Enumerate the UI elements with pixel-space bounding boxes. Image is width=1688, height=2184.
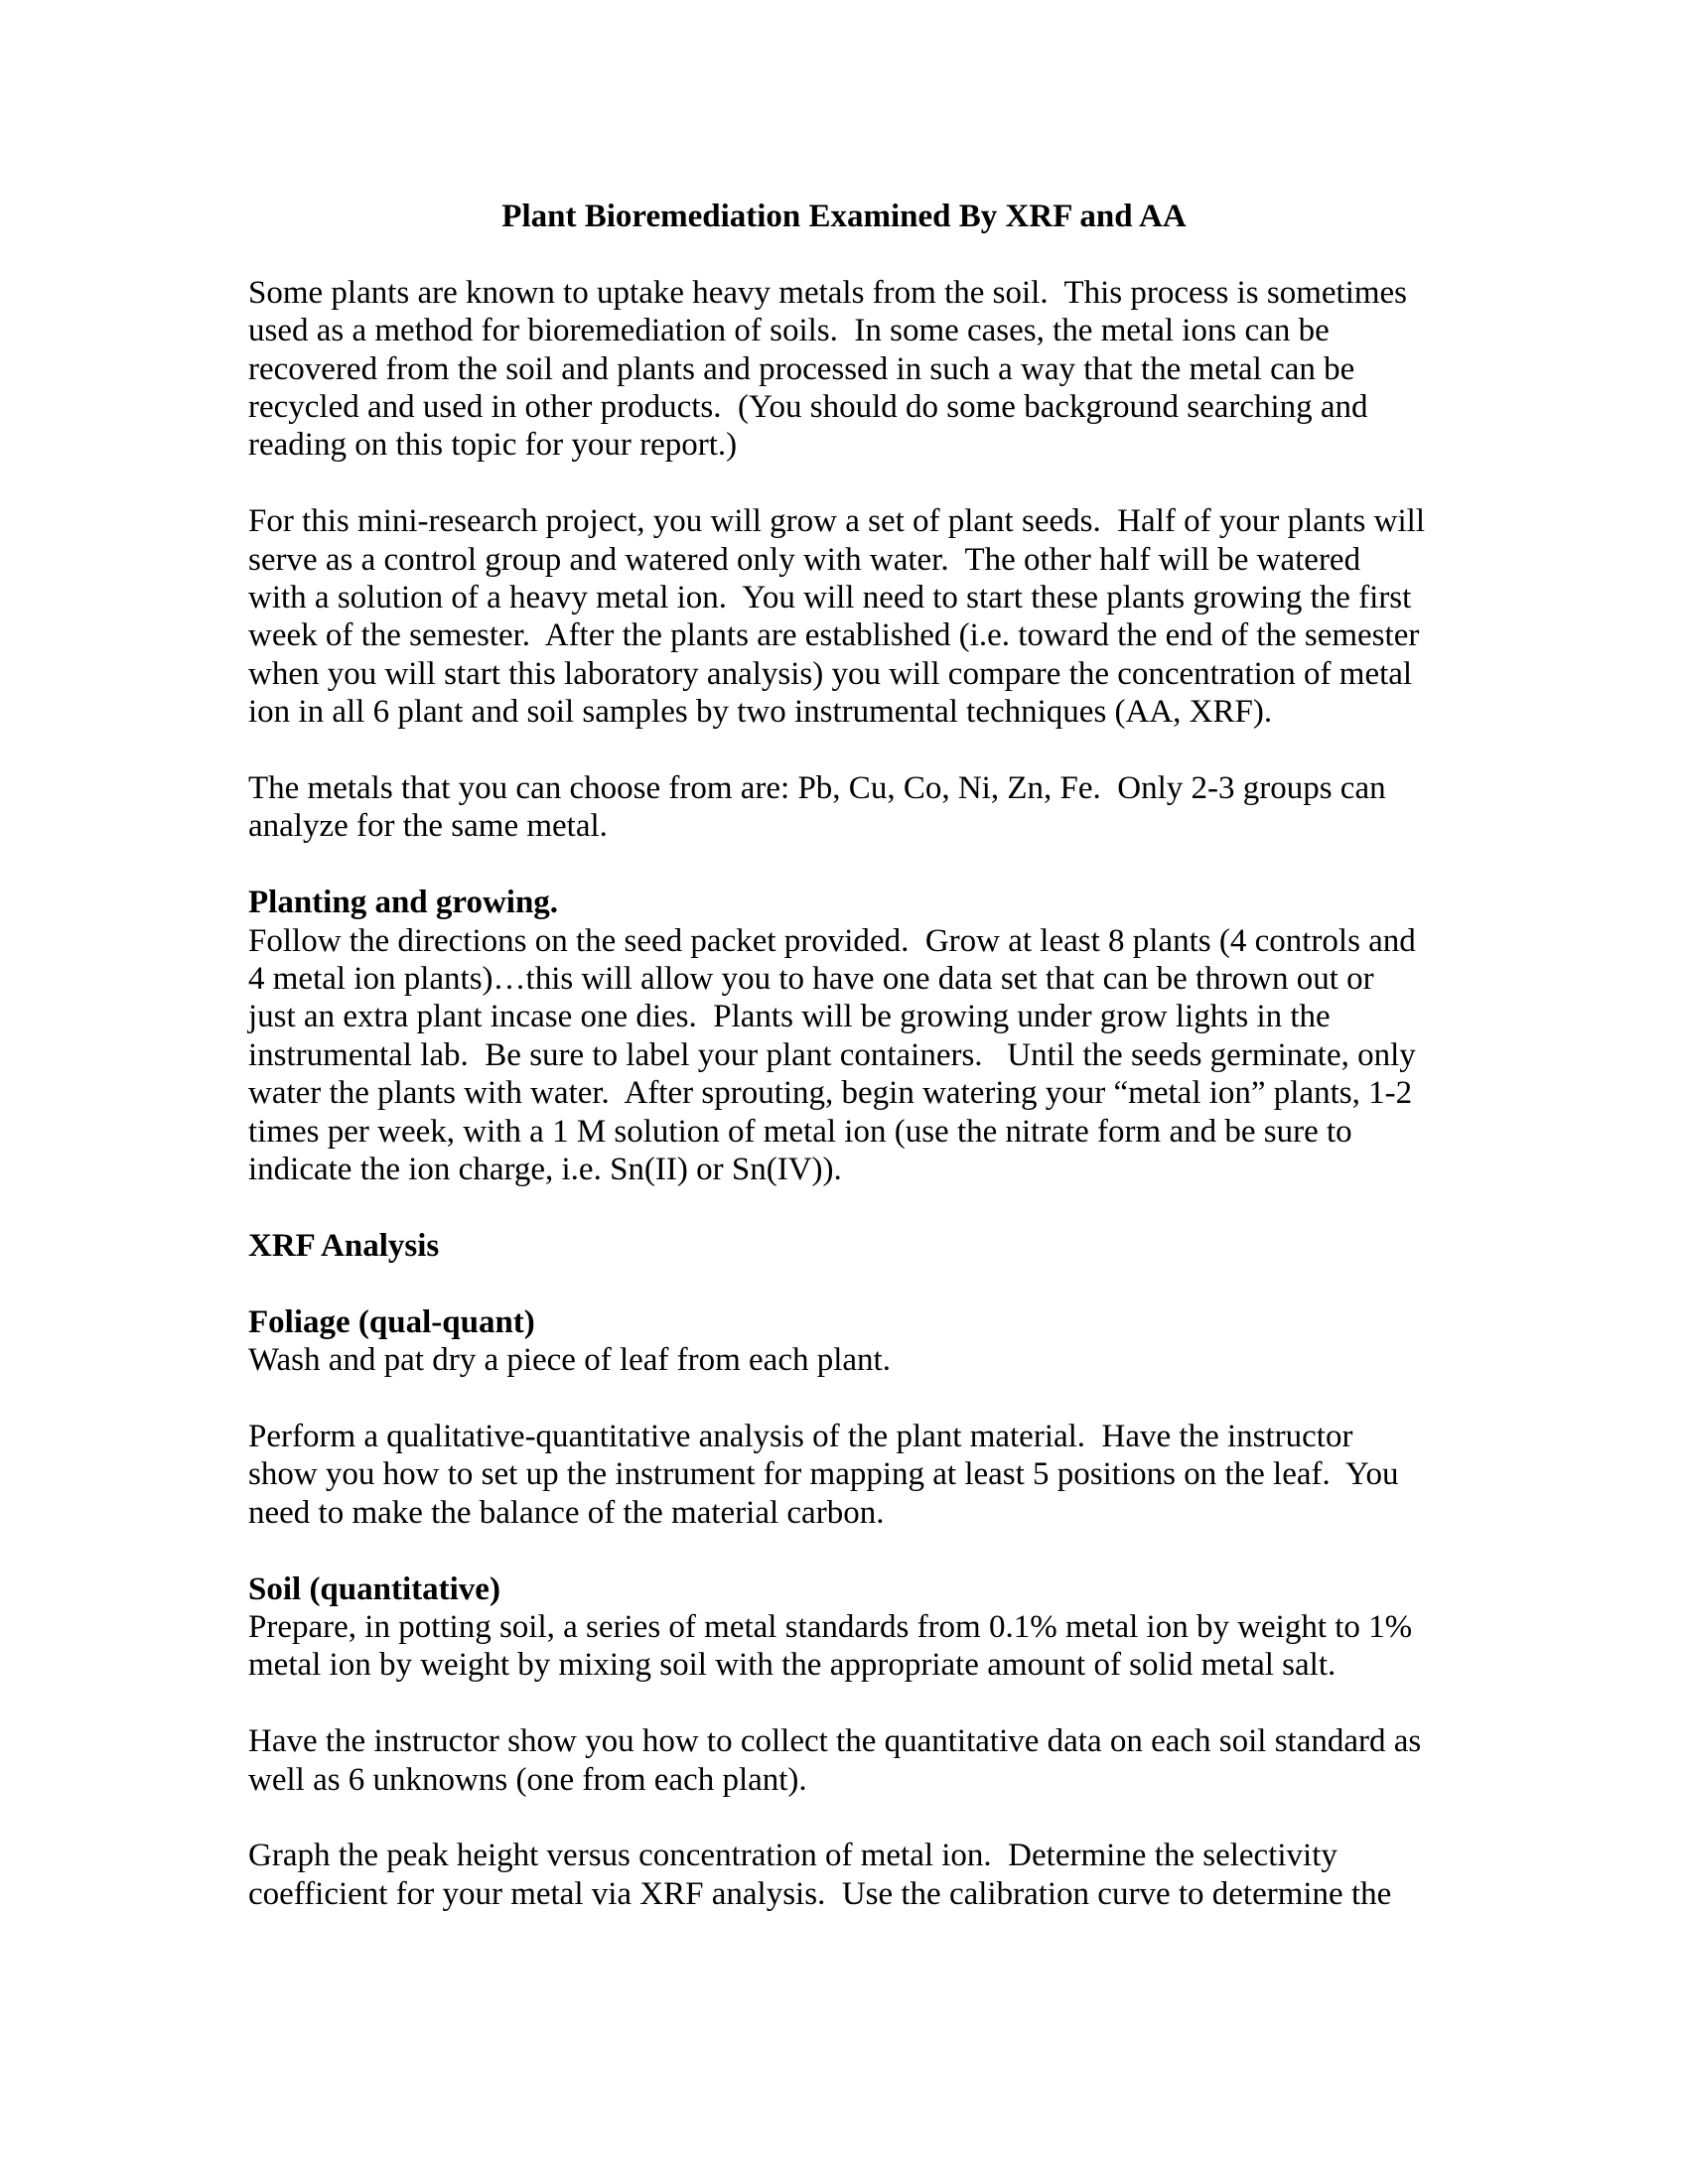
text-line: metal ion by weight by mixing soil with the appropriate amount of solid metal salt. xyxy=(248,1647,1336,1684)
text-line: Perform a qualitative-quantitative analysis of the plant material. Have the instructor xyxy=(248,1418,1353,1454)
text-line: when you will start this laboratory analysis) you will compare the concentration of metal xyxy=(248,655,1413,692)
soil-prepare-paragraph xyxy=(248,1608,1440,1685)
text-line: with a solution of a heavy metal ion. You will need to start these plants growing the first xyxy=(248,580,1412,616)
foliage-heading: Foliage (qual-quant) xyxy=(248,1303,535,1340)
project-paragraph xyxy=(248,502,1440,731)
text-line: Prepare, in potting soil, a series of metal standards from 0.1% metal ion by weight to 1% xyxy=(248,1608,1413,1645)
text-line: show you how to set up the instrument for mapping at least 5 positions on the leaf. You xyxy=(248,1456,1399,1493)
document-title xyxy=(248,198,1440,235)
xrf-analysis-heading: XRF Analysis xyxy=(248,1227,440,1264)
text-line: Wash and pat dry a piece of leaf from each plant. xyxy=(248,1342,891,1379)
text-line: For this mini-research project, you will grow a set of plant seeds. Half of your plants will xyxy=(248,503,1425,540)
planting-heading: Planting and growing. xyxy=(248,885,559,921)
text-line: need to make the balance of the material carbon. xyxy=(248,1494,885,1531)
text-line: recycled and used in other products. (You should do some background searching and xyxy=(248,389,1368,426)
text-line: coefficient for your metal via XRF analysis. Use the calibration curve to determine the xyxy=(248,1875,1392,1912)
title-text: Plant Bioremediation Examined By XRF and AA xyxy=(501,199,1187,234)
document-body xyxy=(248,198,1440,1913)
text-line: serve as a control group and watered only with water. The other half will be watered xyxy=(248,541,1361,578)
text-line: just an extra plant incase one dies. Plants will be growing under grow lights in the xyxy=(248,999,1331,1035)
text-line: instrumental lab. Be sure to label your plant containers. Until the seeds germinate, only xyxy=(248,1036,1416,1073)
text-line: The metals that you can choose from are: Pb, Cu, Co, Ni, Zn, Fe. Only 2-3 groups can xyxy=(248,770,1386,807)
text-line: Graph the peak height versus concentration of metal ion. Determine the selectivity xyxy=(248,1838,1337,1874)
planting-paragraph xyxy=(248,922,1440,1189)
text-line: reading on this topic for your report.) xyxy=(248,427,738,464)
intro-paragraph xyxy=(248,274,1440,465)
text-line: Have the instructor show you how to collect the quantitative data on each soil standard as xyxy=(248,1723,1422,1760)
text-line: recovered from the soil and plants and processed in such a way that the metal can be xyxy=(248,350,1355,387)
text-line: water the plants with water. After sprouting, begin watering your “metal ion” plants, 1-2 xyxy=(248,1075,1413,1112)
text-line: week of the semester. After the plants are established (i.e. toward the end of the semester xyxy=(248,617,1420,654)
text-line: well as 6 unknowns (one from each plant). xyxy=(248,1761,807,1798)
metals-paragraph xyxy=(248,769,1440,846)
soil-heading: Soil (quantitative) xyxy=(248,1570,500,1607)
text-line: Follow the directions on the seed packet provided. Grow at least 8 plants (4 controls and xyxy=(248,922,1416,959)
text-line: used as a method for bioremediation of soils. In some cases, the metal ions can be xyxy=(248,313,1330,349)
text-line: 4 metal ion plants)…this will allow you to have one data set that can be thrown out or xyxy=(248,961,1374,998)
soil-collect-paragraph xyxy=(248,1722,1440,1799)
text-line: ion in all 6 plant and soil samples by two instrumental techniques (AA, XRF). xyxy=(248,694,1273,731)
text-line: Some plants are known to uptake heavy metals from the soil. This process is sometimes xyxy=(248,274,1408,311)
text-line: times per week, with a 1 M solution of metal ion (use the nitrate form and be sure to xyxy=(248,1113,1352,1150)
text-line: analyze for the same metal. xyxy=(248,808,608,845)
foliage-wash-paragraph xyxy=(248,1341,1440,1379)
foliage-perform-paragraph xyxy=(248,1418,1440,1532)
soil-graph-paragraph xyxy=(248,1837,1440,1913)
text-line: indicate the ion charge, i.e. Sn(II) or Sn(IV)). xyxy=(248,1152,842,1188)
